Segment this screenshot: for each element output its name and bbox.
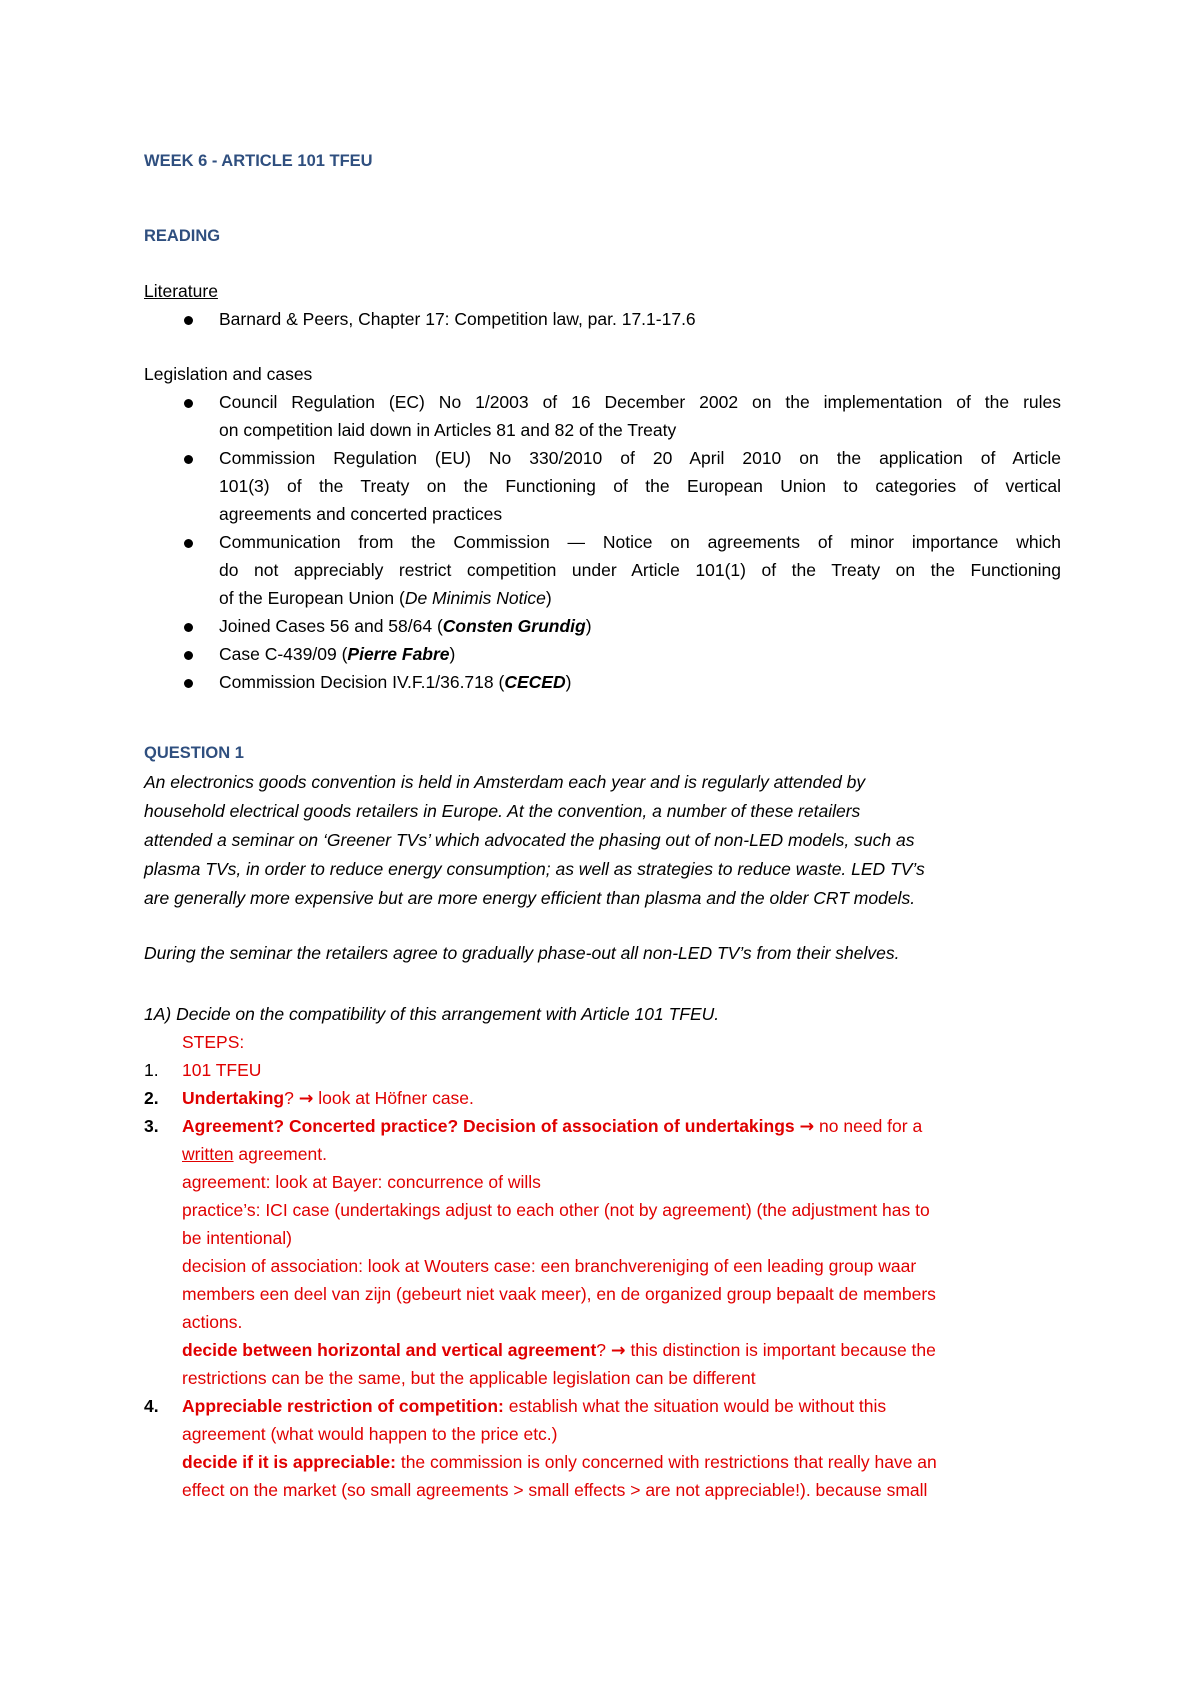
text-span-bold: decide between horizontal and vertical agreement — [182, 1340, 597, 1360]
arrow-right-icon: → — [298, 1089, 314, 1109]
legislation-item-6 — [219, 672, 571, 693]
written-underlined: written — [182, 1144, 234, 1164]
text-span: ? — [284, 1088, 299, 1108]
text-span: no need for a — [814, 1116, 923, 1136]
arrow-right-icon: → — [799, 1117, 815, 1137]
bullet-icon — [184, 399, 193, 408]
step-3-bold: Agreement? Concerted practice? Decision of association of undertakings — [182, 1116, 795, 1136]
step-3-line-2 — [182, 1144, 327, 1165]
reading-heading: READING — [144, 227, 221, 245]
question-1-para-line: attended a seminar on ‘Greener TVs’ which advocated the phasing out of non-LED models, such as — [144, 830, 915, 850]
de-minimis-notice: De Minimis Notice — [404, 588, 546, 608]
text-span-bold: decide if it is appreciable: — [182, 1452, 396, 1472]
question-1a: 1A) Decide on the compatibility of this arrangement with Article 101 TFEU. — [144, 1004, 720, 1024]
step-number: 4. — [144, 1396, 159, 1416]
text-span: establish what the situation would be without this — [503, 1396, 887, 1416]
text-span: Case C-439/09 ( — [219, 644, 348, 664]
bullet-icon — [184, 651, 193, 660]
document-title: WEEK 6 - ARTICLE 101 TFEU — [144, 152, 373, 170]
steps-label: STEPS: — [182, 1032, 245, 1052]
text-span: look at Höfner case. — [313, 1088, 474, 1108]
case-name: CECED — [504, 672, 566, 692]
text-span: of the European Union ( — [219, 588, 405, 608]
question-1-para-line: are generally more expensive but are more energy efficient than plasma and the older CRT models. — [144, 888, 916, 908]
text-span: ) — [449, 644, 456, 664]
step-3-line-7: members een deel van zijn (gebeurt niet vaak meer), en de organized group bepaalt de members — [182, 1284, 936, 1304]
legislation-item-2-line-1: Commission Regulation (EU) No 330/2010 of 20 April 2010 on the application of Article — [219, 448, 1061, 468]
literature-item: Barnard & Peers, Chapter 17: Competition law, par. 17.1-17.6 — [219, 309, 696, 329]
case-name: Pierre Fabre — [347, 644, 450, 664]
case-name: Consten Grundig — [442, 616, 586, 636]
step-number: 2. — [144, 1088, 159, 1108]
step-4-line-1 — [182, 1396, 886, 1417]
text-span: ) — [585, 616, 592, 636]
legislation-item-2-line-3: agreements and concerted practices — [219, 504, 503, 524]
text-span: agreement. — [233, 1144, 327, 1164]
question-1-para-line: household electrical goods retailers in Europe. At the convention, a number of these retailers — [144, 801, 861, 821]
step-3-line-8: actions. — [182, 1312, 243, 1332]
text-span: ) — [545, 588, 552, 608]
literature-heading: Literature — [144, 281, 218, 301]
legislation-item-4 — [219, 616, 592, 637]
step-3-line-10: restrictions can be the same, but the applicable legislation can be different — [182, 1368, 756, 1388]
legislation-heading: Legislation and cases — [144, 364, 313, 384]
step-3-line-9 — [182, 1340, 936, 1361]
text-span: Joined Cases 56 and 58/64 ( — [219, 616, 443, 636]
step-4-line-2: agreement (what would happen to the price etc.) — [182, 1424, 558, 1444]
text-span: ? — [596, 1340, 611, 1360]
bullet-icon — [184, 539, 193, 548]
step-3-line-3: agreement: look at Bayer: concurrence of wills — [182, 1172, 541, 1192]
legislation-item-1-line-1: Council Regulation (EC) No 1/2003 of 16 December 2002 on the implementation of the rules — [219, 392, 1061, 412]
question-1-para-line: An electronics goods convention is held in Amsterdam each year and is regularly attended by — [144, 772, 866, 792]
step-4-line-4: effect on the market (so small agreements > small effects > are not appreciable!). because small — [182, 1480, 928, 1500]
step-number: 3. — [144, 1116, 159, 1136]
text-span: this distinction is important because the — [625, 1340, 936, 1360]
text-span: the commission is only concerned with restrictions that really have an — [395, 1452, 937, 1472]
question-1-heading: QUESTION 1 — [144, 744, 244, 762]
legislation-item-5 — [219, 644, 455, 665]
bullet-icon — [184, 623, 193, 632]
step-3-line-1 — [182, 1116, 922, 1137]
step-3-line-6: decision of association: look at Wouters case: een branchvereniging of een leading group waar — [182, 1256, 917, 1276]
legislation-item-1-line-2: on competition laid down in Articles 81 and 82 of the Treaty — [219, 420, 677, 440]
step-3-line-5: be intentional) — [182, 1228, 292, 1248]
step-2-text — [182, 1088, 474, 1109]
bullet-icon — [184, 679, 193, 688]
bullet-icon — [184, 455, 193, 464]
question-1-para-2: During the seminar the retailers agree to gradually phase-out all non-LED TV’s from their shelves. — [144, 943, 900, 963]
text-span: Commission Decision IV.F.1/36.718 ( — [219, 672, 505, 692]
legislation-item-3-line-2: do not appreciably restrict competition under Article 101(1) of the Treaty on the Functioning — [219, 560, 1061, 580]
bullet-icon — [184, 316, 193, 325]
step-2-bold: Undertaking — [182, 1088, 285, 1108]
step-1-text: 101 TFEU — [182, 1060, 262, 1080]
arrow-right-icon: → — [610, 1341, 626, 1361]
step-4-bold: Appreciable restriction of competition: — [182, 1396, 504, 1416]
question-1-para-line: plasma TVs, in order to reduce energy consumption; as well as strategies to reduce waste. LED TV’s — [144, 859, 925, 879]
step-number: 1. — [144, 1060, 159, 1080]
step-3-line-4: practice’s: ICI case (undertakings adjust to each other (not by agreement) (the adjustment has to — [182, 1200, 930, 1220]
step-4-line-3 — [182, 1452, 937, 1473]
text-span: ) — [565, 672, 572, 692]
legislation-item-3-line-1: Communication from the Commission — Notice on agreements of minor importance which — [219, 532, 1061, 552]
legislation-item-3-line-3 — [219, 588, 552, 609]
legislation-item-2-line-2: 101(3) of the Treaty on the Functioning of the European Union to categories of vertical — [219, 476, 1061, 496]
